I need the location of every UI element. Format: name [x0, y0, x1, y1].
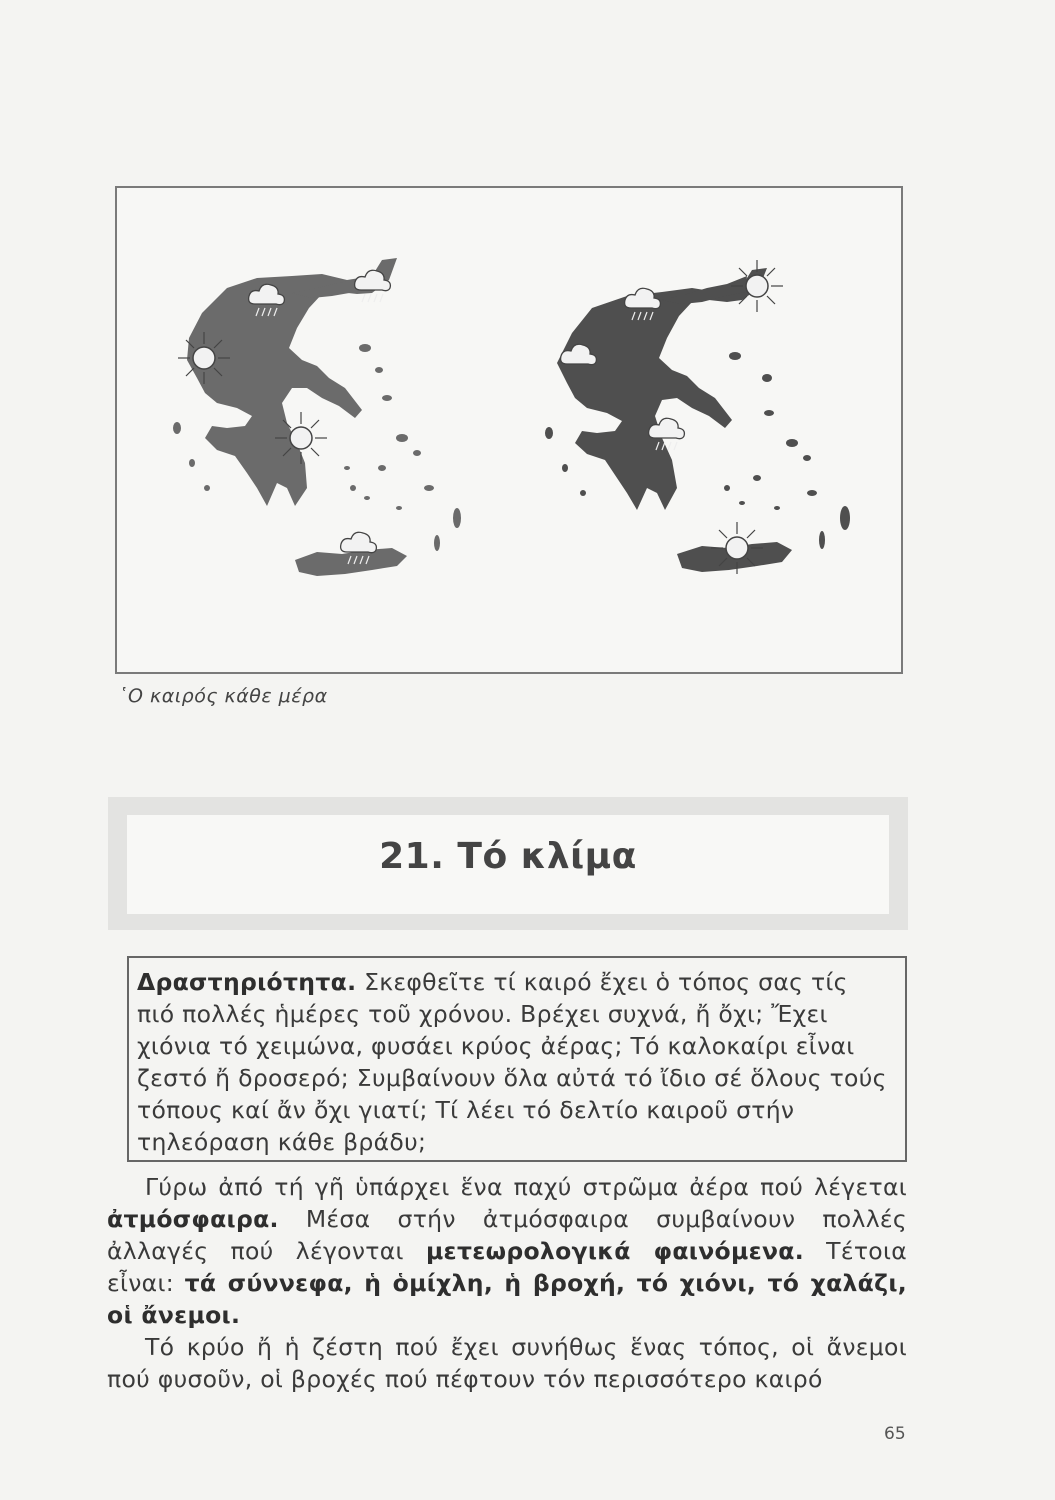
text-run: Μέσα στήν ἀτμόσφαιρα συμβαίνουν πολλές ἀλλαγές πού λέγονται	[107, 1205, 907, 1265]
right-map	[545, 260, 850, 574]
term-meteorological: μετεωρολογικά φαινόμενα.	[425, 1237, 804, 1265]
activity-label: Δραστηριότητα.	[137, 968, 357, 996]
paragraph-climate: Τό κρύο ἤ ἡ ζέστη πού ἔχει συνήθως ἕνας τόπος, οἱ ἄνεμοι πού φυσοῦν, οἱ βροχές πού πέφτουν τόν περισσότερο καιρό	[107, 1333, 907, 1393]
mainland-left	[187, 258, 397, 506]
left-map	[173, 258, 461, 576]
text-run: Γύρω ἀπό τή γῆ ὑπάρχει ἕνα παχύ στρῶμα ἀέρα πού λέγεται	[145, 1173, 907, 1201]
paragraph-atmosphere	[107, 1171, 907, 1331]
figure-caption: ῾Ο καιρός κάθε μέρα	[118, 685, 328, 707]
text-run: Τέτοια εἶναι:	[107, 1237, 907, 1297]
activity-box	[127, 956, 907, 1162]
activity-text	[137, 966, 889, 1158]
term-atmosphere: ἀτμόσφαιρα.	[107, 1205, 279, 1233]
chapter-title: 21. Τό κλίμα	[379, 836, 637, 877]
weather-maps-figure	[115, 186, 903, 674]
body-text	[107, 1171, 907, 1395]
activity-body: Σκεφθεῖτε τί καιρό ἔχει ὁ τόπος σας τίς πιό πολλές ἡμέρες τοῦ χρόνου. Βρέχει συχνά, ἤ ὄχι; Ἔχει χιόνια τό χειμώνα, φυσάει κρύος ἀέρας; Τό καλοκαίρι εἶναι ζεστό ἤ δροσερό; Συμβαίνουν ὅλα αὐτά τό ἴδιο σέ ὅλους τούς τόπους καί ἄν ὄχι γιατί; Τί λέει τό δελτίο καιροῦ στήν τηλεόραση κάθε βράδυ;	[137, 968, 887, 1156]
term-phenomena-list: τά σύννεφα, ἡ ὁμίχλη, ἡ βροχή, τό χιόνι, τό χαλάζι, οἱ ἄνεμοι.	[107, 1269, 907, 1329]
page-number: 65	[884, 1424, 906, 1444]
mainland-right	[557, 268, 767, 510]
sun-icon	[731, 260, 783, 312]
weather-maps-illustration	[117, 188, 901, 672]
